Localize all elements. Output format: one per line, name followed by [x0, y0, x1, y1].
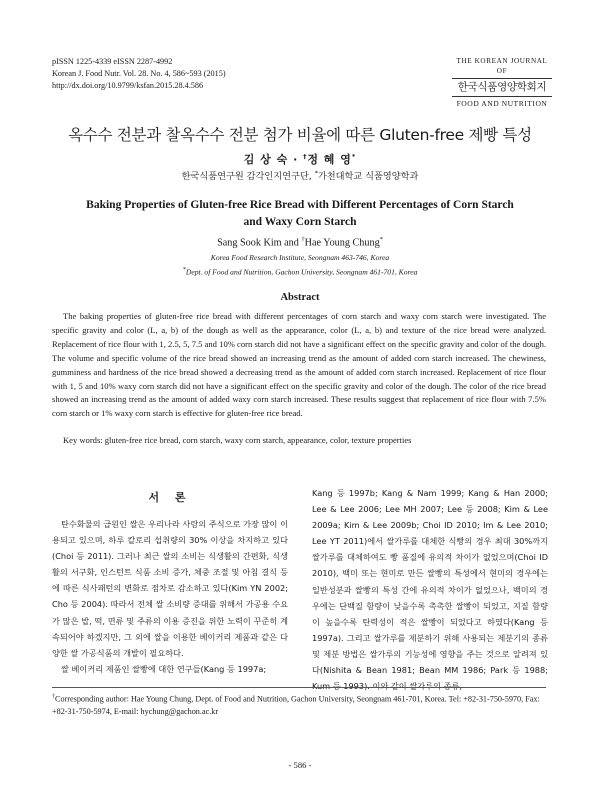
author-1-en: Sang Sook Kim and — [217, 237, 302, 249]
title-korean: 옥수수 전분과 찰옥수수 전분 첨가 비율에 따른 Gluten-free 제빵 특성 — [68, 126, 532, 144]
affiliation-2-en — [40, 264, 560, 279]
affiliation-mark: * — [314, 168, 318, 177]
affiliations-english — [40, 252, 560, 279]
body-column-right — [312, 485, 548, 694]
body-column-left — [52, 516, 288, 677]
journal-logo — [452, 56, 552, 109]
footnote-text: Corresponding author: Hae Young Chung, Dept. of Food and Nutrition, Gachon University, Seongnam 461-701, Korea. Tel: +82-31-750-5970, Fax: +82-31-750-5974, E-mail: hychung@gachon.ac.kr — [52, 694, 540, 717]
paragraph: Kang 등 1997b; Kang & Nam 1999; Kang & Han 2000; Lee & Lee 2006; Lee MH 2007; Lee 등 2008; Kim & Lee 2009a; Kim & Lee 2009b; Choi ID 2010; Im & Lee 2010; Lee YT 2011)에서 쌀가루를 대체한 식빵의 경우 최대 30%까지 쌀가루를 대체하여도 빵 품질에 유의적 차이가 없었으며(Choi ID 2010), 백미 또는 현미로 만든 쌀빵의 특성에서 현미의 경우에는 일반성분과 쌀빵의 특성 간에 유의적 차이가 없었으나, 백미의 경우에는 단백질 함량이 낮을수록 촉촉한 쌀빵이 되었고, 지질 함량이 높을수록 탄력성이 적은 쌀빵이 되었다고 하였다(Kang 등 1997a). 그리고 쌀가루를 제분하기 위해 사용되는 제분기의 종류 및 제분 방법은 쌀가루의 기능성에 영향을 주는 것으로 알려져 있다(Nishita & Bean 1981; Bean MM 1986; Park 등 1988; — [312, 488, 548, 676]
section-heading-introduction: 서 론 — [148, 491, 192, 504]
keywords: Key words: gluten-free rice bread, corn starch, waxy corn starch, appearance, color, texture properties — [63, 435, 412, 445]
journal-name-en-line1: THE KOREAN JOURNAL OF — [456, 57, 548, 75]
corresponding-mark: † — [303, 152, 308, 161]
abstract-heading: Abstract — [280, 292, 320, 303]
corresponding-mark: † — [301, 236, 305, 243]
affiliation-1-ko: 한국식품연구원 감각인지연구단, — [181, 171, 315, 182]
affiliation-2-ko: 가천대학교 식품영양학과 — [317, 171, 419, 182]
affiliation-2-en-text: Dept. of Food and Nutrition, Gachon University, Seongnam 461-701, Korea — [185, 267, 418, 277]
affiliation-1-en: Korea Food Research Institute, Seongnam 463-746, Korea — [210, 253, 390, 262]
footnote-divider — [52, 687, 546, 688]
issn-line: pISSN 1225-4339 eISSN 2287-4992 — [52, 57, 173, 66]
author-2-en: Hae Young Chung — [304, 237, 380, 249]
journal-name-ko: 한국식품영양학회지 — [457, 81, 547, 93]
journal-rule-top — [452, 78, 552, 79]
journal-name-en-line2: FOOD AND NUTRITION — [456, 99, 548, 108]
footnote-mark: † — [52, 694, 55, 700]
authors-korean — [40, 151, 560, 167]
title-english: Baking Properties of Gluten-free Rice Bread with Different Percentages of Corn Starch and Waxy Corn Starch — [86, 199, 514, 228]
doi-link[interactable]: http://dx.doi.org/10.9799/ksfan.2015.28.4.586 — [52, 81, 204, 90]
citation-line: Korean J. Food Nutr. Vol. 28. No. 4, 586~593 (2015) — [52, 69, 226, 78]
paragraph: 쌀 베이커리 제품인 쌀빵에 대한 연구들(Kang 등 1997a; — [61, 663, 267, 674]
paragraph: 탄수화물의 급원인 쌀은 우리나라 사람의 주식으로 가장 많이 이용되고 있으며, 하루 칼로리 섭취량의 30% 이상을 차지하고 있다(Choi 등 2011). 그러나 최근 쌀의 소비는 식생활의 간편화, 식생활의 서구화, 인스턴트 식품 소비 증가, 체중 조절 및 아침 결식 등에 따른 식사패턴의 변화로 점차로 감소하고 있다(Kim YN 2002; Cho 등 2004). 따라서 전체 쌀 소비량 증대를 위해서 가공용 수요가 많은 밥, 떡, 면류 및 주류의 이용 증진을 위한 노력이 꾸준히 계속되어야 하겠지만, 그 외에 쌀을 이용한 베이커리 제품과 같은 다양한 쌀 가공식품의 개발이 필요하다. — [52, 519, 288, 658]
page-number: - 586 - — [288, 760, 312, 770]
affiliation-mark: * — [351, 152, 357, 161]
author-2-ko: 정 혜 영 — [307, 153, 352, 166]
affiliations-korean — [40, 168, 560, 182]
article-metadata — [52, 56, 352, 92]
abstract-body: The baking properties of gluten-free rice bread with different percentages of corn starch and waxy corn starch were investigated. The specific gravity and color (L, a, b) of the dough as well as the appearance, color (L, a, b) and texture of the rice bread were analyzed. Replacement of rice flour with 1, 2.5, 5, 7.5 and 10% corn starch did not have a significant effect on the specific gravity and color of the dough. The volume and specific volume of the rice bread showed an increasing trend as the amount of added corn starch increased. The chewiness, gumminess and hardness of the rice bread showed a decreasing trend as the amount of added corn starch increased. Replacement of rice flour with 1, 5 and 10% waxy corn starch did not have a significant effect on the specific gravity and color of the dough. The color of the rice bread showed an increasing trend as the amount of added waxy corn starch increased. These results suggest that replacement of rice flour with 7.5% corn starch or 1% waxy corn starch is effective for gluten-free rice bread. — [52, 311, 546, 419]
authors-english — [40, 236, 560, 248]
author-1-ko: 김 상 숙 · — [243, 153, 304, 166]
corresponding-author-footnote — [52, 691, 546, 719]
journal-rule-bottom — [452, 96, 552, 97]
affiliation-mark: * — [182, 266, 186, 273]
affiliation-mark: * — [379, 236, 383, 243]
